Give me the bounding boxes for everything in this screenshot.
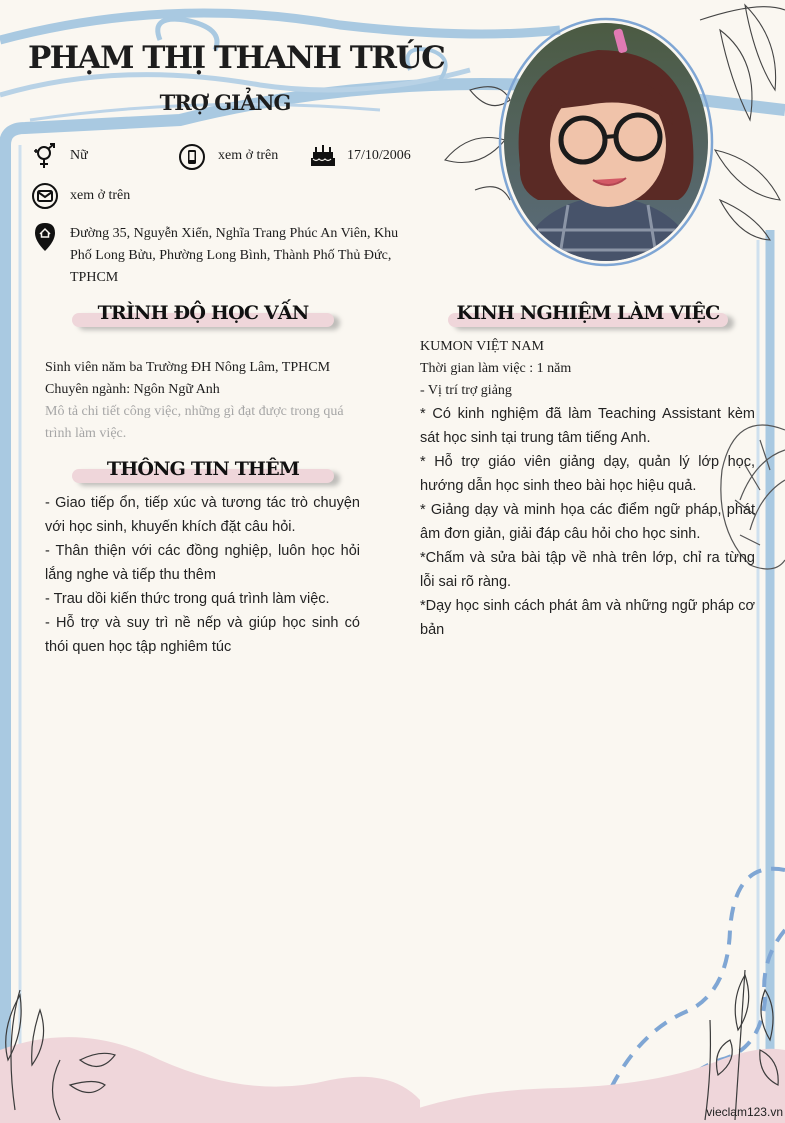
experience-heading-text: KINH NGHIỆM LÀM VIỆC <box>456 302 720 324</box>
education-description-placeholder[interactable]: Mô tả chi tiết công việc, những gì đạt được trong quá trình làm việc. <box>45 404 344 441</box>
extra-info-item: - Trau dồi kiến thức trong quá trình làm việc. <box>45 591 330 607</box>
gender-icon <box>33 143 59 169</box>
education-line-major: Chuyên ngành: Ngôn Ngữ Anh <box>45 382 220 397</box>
job-title: TRỢ GIẢNG <box>159 90 291 115</box>
address-value: Đường 35, Nguyễn Xiển, Nghĩa Trang Phúc An Viên, Khu Phố Long Bửu, Phường Long Bình, Thành Phố Thủ Đức, TPHCM <box>70 226 399 285</box>
email-value[interactable]: xem ở trên <box>70 188 131 203</box>
education-line-school: Sinh viên năm ba Trường ĐH Nông Lâm, TPHCM <box>45 360 331 375</box>
experience-position: - Vị trí trợ giảng <box>420 383 512 398</box>
phone-value[interactable]: xem ở trên <box>218 148 279 163</box>
education-heading <box>72 302 334 332</box>
birthday-cake-icon <box>310 141 336 167</box>
candidate-name: PHẠM THỊ THANH TRÚC <box>28 40 445 76</box>
experience-duration: Thời gian làm việc : 1 năm <box>420 361 572 376</box>
location-pin-icon <box>34 222 56 252</box>
extra-info-item: - Thân thiện với các đồng nghiệp, luôn học hỏi lắng nghe và tiếp thu thêm <box>45 543 360 583</box>
email-icon <box>32 183 58 209</box>
experience-company: KUMON VIỆT NAM <box>420 339 544 354</box>
experience-item: * Hỗ trợ giáo viên giảng dạy, quản lý lớp học, hướng dẫn học sinh theo bài học hiệu quả. <box>420 454 755 494</box>
education-heading-text: TRÌNH ĐỘ HỌC VẤN <box>97 302 309 324</box>
experience-heading <box>448 302 728 332</box>
extra-info-item: - Hỗ trợ và suy trì nề nếp và giúp học sinh có thói quen học tập nghiêm túc <box>45 615 360 655</box>
experience-item: *Chấm và sửa bài tập về nhà trên lớp, chỉ ra từng lỗi sai rõ ràng. <box>420 550 755 590</box>
experience-summary <box>420 336 755 402</box>
birthday-value: 17/10/2006 <box>347 148 411 163</box>
extra-info-heading-text: THÔNG TIN THÊM <box>106 458 300 480</box>
extra-info-list <box>45 491 360 659</box>
profile-photo <box>498 15 714 267</box>
experience-item: * Giảng dạy và minh họa các điểm ngữ pháp, phát âm đơn giản, giải đáp câu hỏi cho học sinh. <box>420 502 755 542</box>
experience-item: *Dạy học sinh cách phát âm và những ngữ pháp cơ bản <box>420 598 755 638</box>
extra-info-item: - Giao tiếp ổn, tiếp xúc và tương tác trò chuyện với học sinh, khuyến khích đặt câu hỏi. <box>45 495 360 535</box>
watermark: vieclam123.vn <box>706 1105 783 1119</box>
phone-icon <box>179 144 205 170</box>
experience-list <box>420 402 755 642</box>
education-section <box>45 357 363 445</box>
gender-value: Nữ <box>70 148 88 163</box>
experience-item: * Có kinh nghiệm đã làm Teaching Assistant kèm sát học sinh tại trung tâm tiếng Anh. <box>420 406 755 446</box>
extra-info-heading <box>72 458 334 488</box>
